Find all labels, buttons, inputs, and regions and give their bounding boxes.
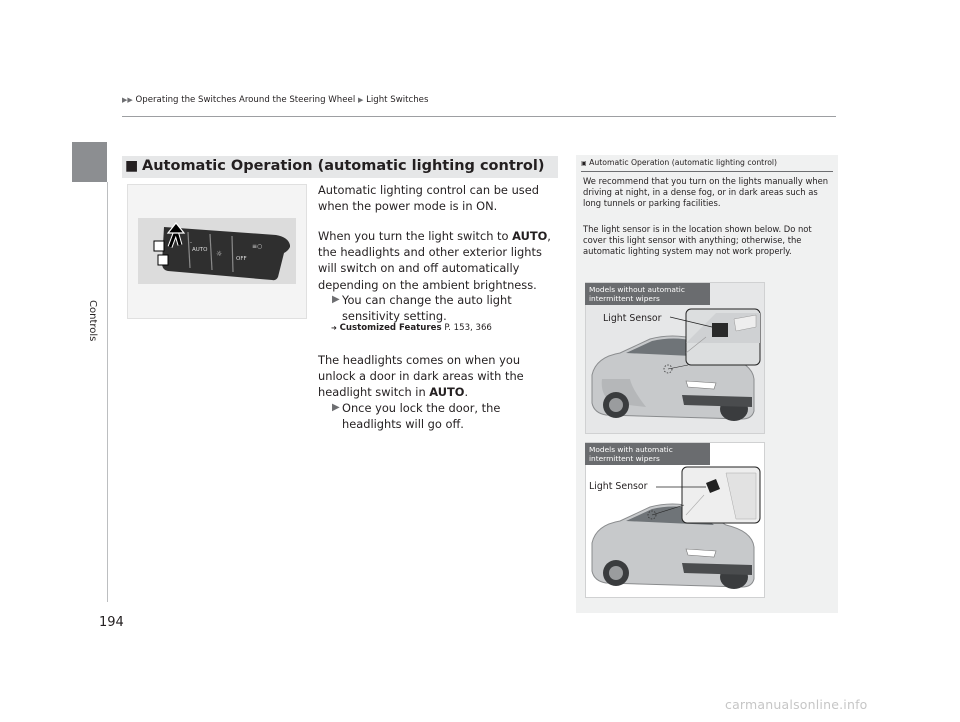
light-sensor-label-1: Light Sensor: [603, 313, 662, 324]
sub-point-2-text: Once you lock the door, the headlights will go off.: [342, 401, 501, 431]
off-position-label: OFF: [236, 256, 247, 262]
reference-icon: ➜: [331, 324, 337, 332]
section-header: [122, 156, 558, 178]
car-image-1: [586, 283, 764, 433]
side-tab-marker: [72, 142, 107, 182]
section-title: Automatic Operation (automatic lighting control): [142, 158, 545, 174]
p3-auto: AUTO: [429, 385, 465, 400]
side-divider: [107, 182, 108, 602]
side-tab-label: Controls: [87, 300, 98, 342]
sidebar-title-text: Automatic Operation (automatic lighting control): [589, 158, 778, 167]
sidebar-note-number: ▣: [581, 160, 587, 167]
p3-text-end: .: [464, 385, 469, 400]
breadcrumb-arrow-icon: ▶▶: [122, 96, 133, 104]
light-switch-illustration: [127, 184, 307, 319]
sub-point-1-text: You can change the auto light sensitivity setting.: [342, 293, 512, 323]
sidebar-title: [581, 158, 777, 167]
sidebar-rule: [581, 171, 833, 172]
car-image-2: [586, 443, 764, 597]
sub-point-2: [332, 400, 560, 432]
page-number: 194: [99, 615, 124, 630]
breadcrumb-item-page[interactable]: Light Switches: [366, 95, 429, 105]
body-paragraph-1: Automatic lighting control can be used when the power mode is in ON.: [318, 183, 539, 214]
p3-text: The headlights comes on when you unlock a door in dark areas with the headlight switch in: [318, 353, 524, 400]
xref-title[interactable]: Customized Features: [339, 323, 442, 333]
breadcrumb-arrow-icon: ▶: [357, 96, 364, 104]
point-arrow-icon: ▶: [332, 402, 340, 413]
model-tag-2: Models with automatic intermittent wipers: [585, 443, 710, 465]
point-arrow-icon: ▶: [332, 294, 340, 305]
sidebar-paragraph-2: The light sensor is in the location shown below. Do not cover this light sensor with anything; otherwise, the automatic lighting system may not work properly.: [583, 224, 812, 256]
header-rule: [122, 116, 836, 117]
svg-text:☼: ☼: [216, 250, 223, 258]
light-stalk-image: [128, 185, 306, 318]
sub-point-1: [332, 292, 560, 324]
p2-auto: AUTO: [512, 229, 548, 243]
xref-pages[interactable]: P. 153, 366: [441, 323, 492, 333]
svg-text:-: -: [190, 240, 192, 246]
p2-text-end: , the headlights and other exterior lights will switch on and off automatically depending on the ambient brightness.: [318, 229, 551, 292]
sidebar-paragraph-1: We recommend that you turn on the lights manually when driving at night, in a dense fog, or in dark areas such as long tunnels or parking facilities.: [583, 176, 829, 208]
body-paragraph-3: [318, 352, 560, 401]
cross-reference[interactable]: [331, 323, 492, 333]
watermark: carmanualsonline.info: [725, 697, 868, 712]
auto-position-label: AUTO: [192, 247, 208, 253]
model-tag-1: Models without automatic intermittent wipers: [585, 283, 710, 305]
light-sensor-label-2: Light Sensor: [589, 481, 648, 492]
breadcrumb-item-section[interactable]: Operating the Switches Around the Steering Wheel: [135, 95, 356, 105]
svg-text:≡○: ≡○: [252, 243, 263, 250]
body-paragraph-2: [318, 228, 560, 293]
breadcrumb: [122, 95, 428, 105]
section-marker: ■: [125, 158, 139, 174]
p2-text: When you turn the light switch to: [318, 229, 513, 243]
